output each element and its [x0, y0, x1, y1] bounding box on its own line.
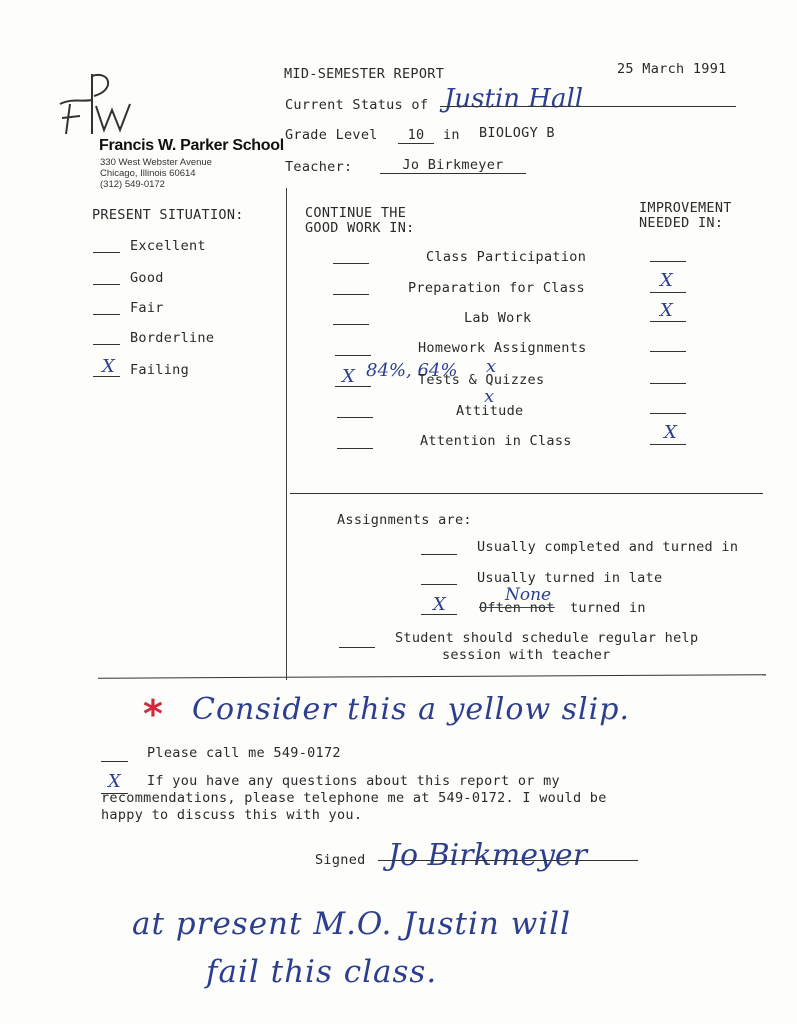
checkbox-excellent[interactable]	[93, 252, 120, 253]
improve-blank-attention[interactable]	[650, 444, 686, 445]
improve-mark-lab: X	[660, 300, 673, 321]
checkbox-borderline[interactable]	[93, 344, 120, 345]
signature-line	[378, 860, 638, 861]
help-session-line1: Student should schedule regular help	[395, 630, 699, 646]
teacher-signature: Jo Birkmeyer	[388, 838, 588, 873]
improve-blank-preparation[interactable]	[650, 292, 686, 293]
improve-blank-homework[interactable]	[650, 351, 686, 352]
improve-blank-participation[interactable]	[650, 261, 686, 262]
assignments-mark-3: X	[433, 594, 446, 615]
section-divider-assignments	[290, 493, 763, 494]
improve-blank-attitude[interactable]	[650, 413, 686, 414]
course-name: BIOLOGY B	[479, 125, 555, 141]
assignments-option-late: Usually turned in late	[477, 570, 663, 586]
option-fair: Fair	[130, 300, 164, 316]
option-borderline: Borderline	[130, 330, 215, 346]
assignments-option-turned-in: turned in	[570, 600, 646, 616]
failing-check-mark: X	[102, 356, 115, 377]
item-preparation: Preparation for Class	[408, 280, 585, 296]
tests-score-mark: x	[486, 356, 497, 377]
continue-blank-homework[interactable]	[335, 355, 371, 356]
checkbox-good[interactable]	[93, 284, 120, 285]
item-lab-work: Lab Work	[464, 310, 532, 326]
tests-handwritten-scores: 84%, 64%	[366, 360, 458, 381]
assignments-heading: Assignments are:	[337, 512, 472, 528]
status-label: Current Status of	[285, 97, 429, 113]
help-session-line2: session with teacher	[442, 647, 611, 663]
final-note-line1: at present M.O. Justin will	[132, 906, 572, 942]
continue-heading-line2: GOOD WORK IN:	[305, 220, 415, 236]
school-logo	[52, 68, 142, 143]
assignments-blank-2[interactable]	[421, 584, 457, 585]
report-date: 25 March 1991	[617, 61, 727, 77]
item-homework: Homework Assignments	[418, 340, 587, 356]
assignments-blank-1[interactable]	[421, 554, 457, 555]
continue-blank-attention[interactable]	[337, 448, 373, 449]
improve-blank-tests[interactable]	[650, 383, 686, 384]
present-situation-heading: PRESENT SITUATION:	[92, 207, 244, 223]
teacher-name: Jo Birkmeyer	[380, 157, 526, 174]
asterisk-icon: *	[143, 692, 163, 736]
continue-blank-preparation[interactable]	[333, 294, 369, 295]
student-name: Justin Hall	[444, 84, 584, 114]
checkbox-fair[interactable]	[93, 314, 120, 315]
attitude-mark: x	[484, 386, 495, 407]
item-attitude: Attitude	[456, 403, 524, 419]
questions-text-line3: happy to discuss this with you.	[101, 807, 363, 823]
improve-mark-preparation: X	[660, 270, 673, 291]
report-title: MID-SEMESTER REPORT	[284, 66, 445, 82]
continue-blank-participation[interactable]	[333, 263, 369, 264]
signed-label: Signed	[315, 852, 366, 868]
school-name: Francis W. Parker School	[99, 137, 284, 154]
questions-check-mark: X	[108, 771, 121, 792]
school-address-line2: Chicago, Illinois 60614	[100, 168, 196, 179]
improvement-heading-line1: IMPROVEMENT	[639, 200, 732, 216]
final-note-line2: fail this class.	[206, 954, 438, 990]
improve-mark-attention: X	[664, 422, 677, 443]
continue-mark-tests: X	[342, 366, 355, 387]
yellow-slip-note: Consider this a yellow slip.	[192, 692, 630, 727]
improve-blank-lab[interactable]	[650, 321, 686, 322]
questions-text-line2: recommendations, please telephone me at 549-0172. I would be	[101, 790, 607, 806]
improvement-heading-line2: NEEDED IN:	[639, 215, 724, 231]
assignments-correction-none: None	[505, 585, 552, 605]
section-divider-notes	[98, 674, 766, 678]
assignments-option-completed: Usually completed and turned in	[477, 539, 739, 555]
item-attention: Attention in Class	[420, 433, 572, 449]
option-failing: Failing	[130, 362, 189, 378]
option-excellent: Excellent	[130, 238, 206, 254]
grade-value: 10	[398, 127, 434, 144]
school-phone: (312) 549-0172	[100, 179, 165, 190]
continue-heading-line1: CONTINUE THE	[305, 205, 407, 221]
call-me-text: Please call me 549-0172	[147, 745, 341, 761]
fwp-monogram-icon	[52, 68, 142, 143]
column-divider	[286, 188, 287, 680]
teacher-label: Teacher:	[285, 159, 353, 175]
call-me-blank[interactable]	[101, 761, 128, 762]
continue-blank-attitude[interactable]	[337, 417, 373, 418]
assignments-option-struck: Often not	[479, 600, 555, 616]
questions-text-line1: If you have any questions about this report or my	[147, 773, 560, 789]
grade-label: Grade Level	[285, 127, 378, 143]
student-name-underline	[440, 106, 736, 107]
help-session-blank[interactable]	[339, 647, 375, 648]
continue-blank-lab[interactable]	[333, 324, 369, 325]
grade-in: in	[443, 127, 460, 143]
school-address-line1: 330 West Webster Avenue	[100, 157, 212, 168]
item-class-participation: Class Participation	[426, 249, 587, 265]
option-good: Good	[130, 270, 164, 286]
item-tests-quizzes: Tests & Quizzes	[418, 372, 545, 388]
